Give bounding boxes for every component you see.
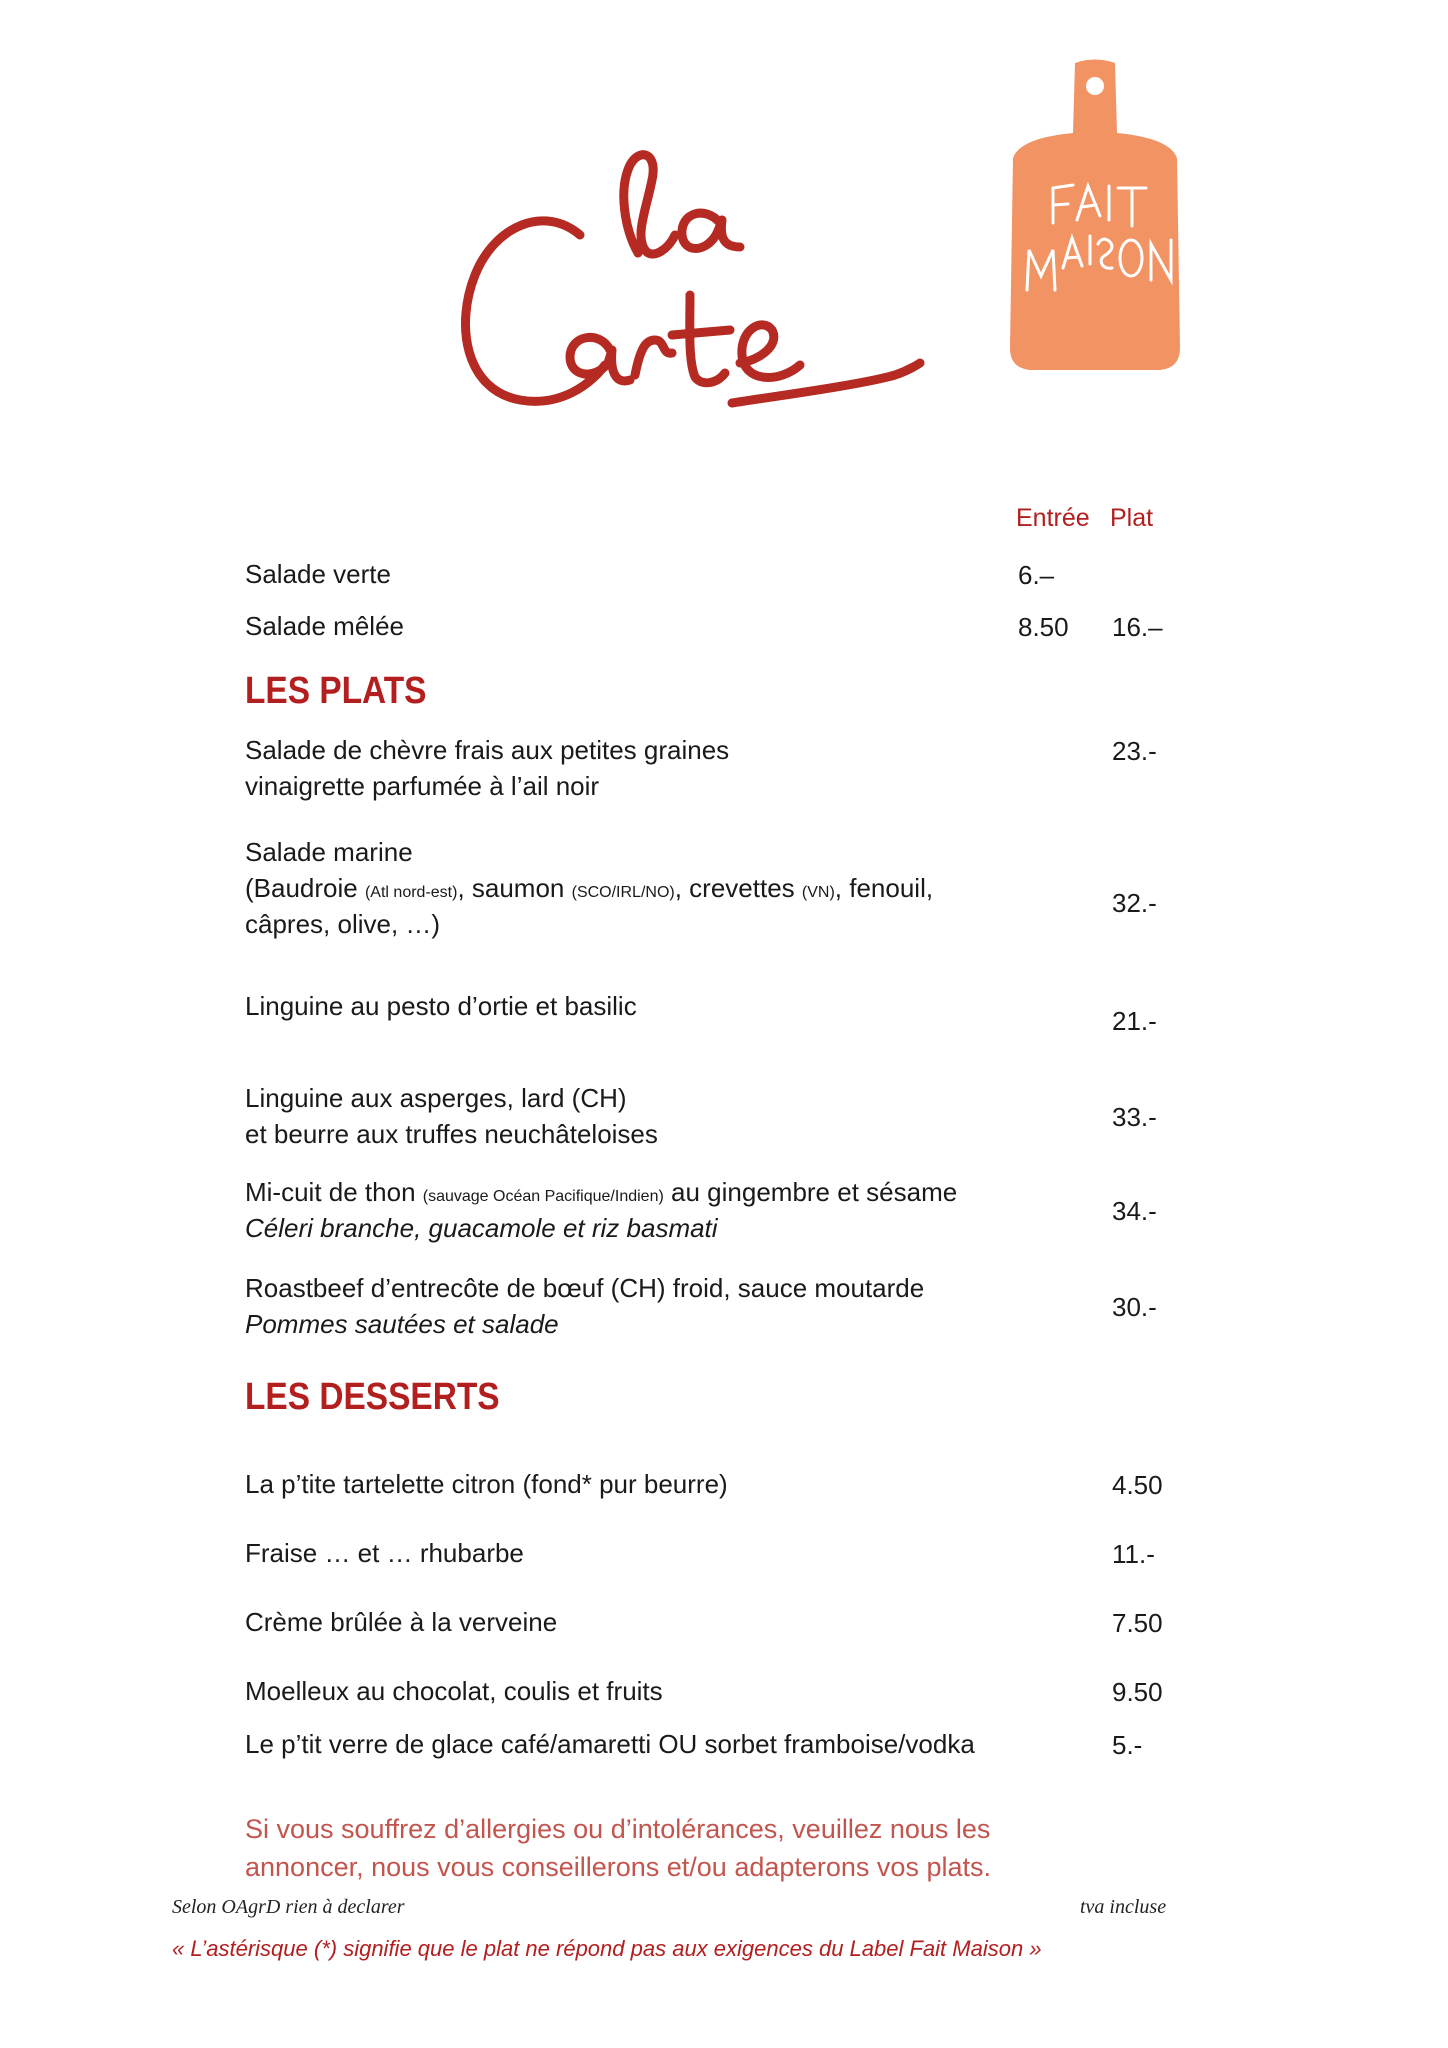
dessert-name: Crème brûlée à la verveine (245, 1607, 558, 1637)
plat-price: 21.- (1112, 1006, 1157, 1036)
plat-line: Linguine aux asperges, lard (CH) (245, 1083, 627, 1113)
plat-line: Mi-cuit de thon (sauvage Océan Pacifique/Indien) au gingembre et sésame (245, 1177, 958, 1207)
footer-oagrd-note: Selon OAgrD rien à declarer (172, 1896, 405, 1918)
dessert-name: Le p’tit verre de glace café/amaretti OU sorbet framboise/vodka (245, 1729, 975, 1759)
plat-line: Linguine au pesto d’ortie et basilic (245, 991, 637, 1021)
plat-price: 23.- (1112, 736, 1157, 766)
plat-line: et beurre aux truffes neuchâteloises (245, 1119, 658, 1149)
plat-price: 32.- (1112, 888, 1157, 918)
dessert-name: Moelleux au chocolat, coulis et fruits (245, 1676, 663, 1706)
footer-tva-note: tva incluse (1080, 1896, 1167, 1918)
la-carte-logo (440, 135, 930, 420)
section-heading-desserts: LES DESSERTS (245, 1376, 500, 1418)
dessert-price: 4.50 (1112, 1470, 1163, 1500)
salad-name: Salade mêlée (245, 611, 404, 641)
section-heading-plats: LES PLATS (245, 670, 427, 712)
dessert-price: 7.50 (1112, 1608, 1163, 1638)
allergy-notice-line: annoncer, nous vous conseillerons et/ou adapterons vos plats. (245, 1852, 991, 1882)
salad-price-entree: 8.50 (1018, 612, 1069, 642)
salad-price-entree: 6.– (1018, 560, 1055, 590)
fait-maison-badge (1005, 58, 1185, 376)
allergy-notice-line: Si vous souffrez d’allergies ou d’intolérances, veuillez nous les (245, 1814, 991, 1844)
dessert-price: 9.50 (1112, 1677, 1163, 1707)
column-header-entree: Entrée (1016, 504, 1090, 532)
dessert-name: La p’tite tartelette citron (fond* pur beurre) (245, 1469, 728, 1499)
plat-line: câpres, olive, …) (245, 909, 441, 939)
plat-line: Salade marine (245, 837, 413, 867)
footer-asterisk-note: « L’astérisque (*) signifie que le plat ne répond pas aux exigences du Label Fait Maison » (172, 1936, 1042, 1961)
salad-name: Salade verte (245, 559, 391, 589)
dessert-price: 5.- (1112, 1730, 1143, 1760)
salad-price-plat: 16.– (1112, 612, 1163, 642)
plat-line: Roastbeef d’entrecôte de bœuf (CH) froid, sauce moutarde (245, 1273, 925, 1303)
column-header-plat: Plat (1110, 504, 1154, 532)
plat-line: vinaigrette parfumée à l’ail noir (245, 771, 600, 801)
plat-line-italic: Pommes sautées et salade (245, 1309, 559, 1339)
dessert-name: Fraise … et … rhubarbe (245, 1538, 524, 1568)
plat-price: 34.- (1112, 1196, 1157, 1226)
plat-price: 30.- (1112, 1292, 1157, 1322)
plat-price: 33.- (1112, 1102, 1157, 1132)
plat-line-italic: Céleri branche, guacamole et riz basmati (245, 1213, 718, 1243)
plat-line: (Baudroie (Atl nord-est), saumon (SCO/IRL/NO), crevettes (VN), fenouil, (245, 873, 934, 903)
plat-line: Salade de chèvre frais aux petites graines (245, 735, 730, 765)
dessert-price: 11.- (1112, 1539, 1155, 1569)
